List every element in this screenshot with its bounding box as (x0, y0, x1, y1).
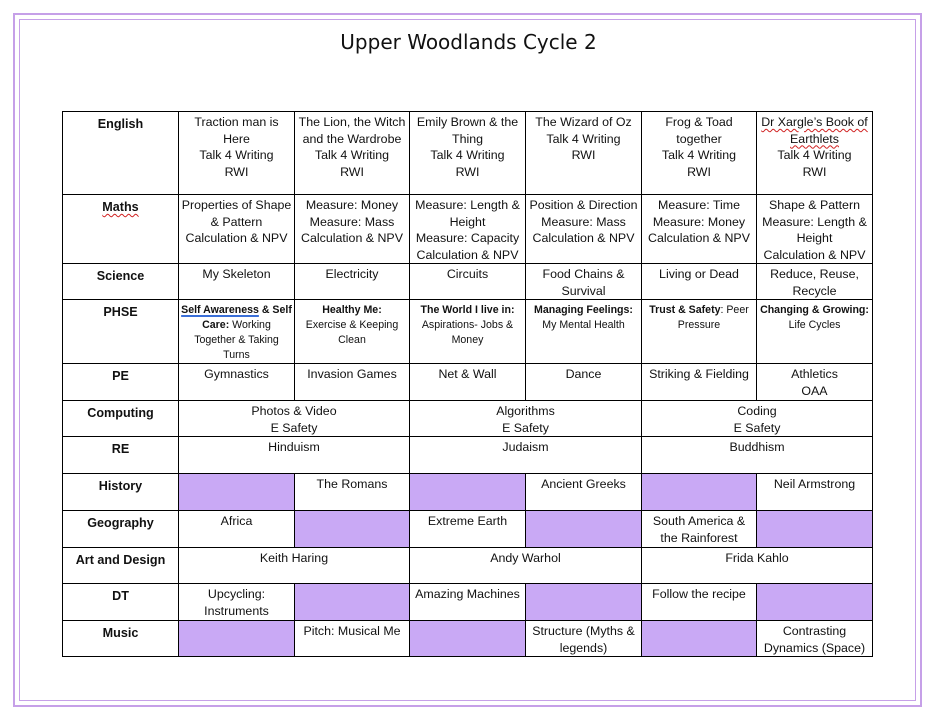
row-music (63, 621, 873, 657)
table-cell: Contrasting Dynamics (Space) (757, 621, 873, 657)
subject-label: Geography (63, 511, 179, 548)
table-cell: The World I live in: Aspirations- Jobs & Money (410, 300, 526, 364)
table-cell: Invasion Games (295, 364, 410, 401)
table-cell: Gymnastics (179, 364, 295, 401)
table-cell: Net & Wall (410, 364, 526, 401)
table-cell: Self Awareness & Self Care: Working Together & Taking Turns (179, 300, 295, 364)
table-cell: Emily Brown & the Thing Talk 4 Writing RWI (410, 112, 526, 195)
subject-label: English (63, 112, 179, 195)
subject-label: Music (63, 621, 179, 657)
table-cell: Keith Haring (179, 548, 410, 584)
table-cell: Healthy Me: Exercise & Keeping Clean (295, 300, 410, 364)
table-cell: The Wizard of Oz Talk 4 Writing RWI (526, 112, 642, 195)
subject-label: Computing (63, 401, 179, 437)
empty-cell (757, 511, 873, 548)
table-cell: Coding E Safety (642, 401, 873, 437)
table-cell: Circuits (410, 264, 526, 300)
table-cell: Extreme Earth (410, 511, 526, 548)
empty-cell (410, 621, 526, 657)
table-cell: Athletics OAA (757, 364, 873, 401)
empty-cell (642, 621, 757, 657)
empty-cell (526, 511, 642, 548)
table-cell: Algorithms E Safety (410, 401, 642, 437)
table-cell: Hinduism (179, 437, 410, 474)
empty-cell (179, 621, 295, 657)
subject-label: PE (63, 364, 179, 401)
table-cell: Photos & Video E Safety (179, 401, 410, 437)
table-cell: Trust & Safety: Peer Pressure (642, 300, 757, 364)
subject-label: Science (63, 264, 179, 300)
table-cell: The Lion, the Witch and the Wardrobe Talk 4 Writing RWI (295, 112, 410, 195)
row-science (63, 264, 873, 300)
empty-cell (179, 474, 295, 511)
table-cell: Properties of Shape & Pattern Calculation & NPV (179, 195, 295, 264)
row-pe (63, 364, 873, 401)
subject-label: Maths (63, 195, 179, 264)
page-title: Upper Woodlands Cycle 2 (340, 30, 597, 54)
table-cell: South America & the Rainforest (642, 511, 757, 548)
table-cell: Frida Kahlo (642, 548, 873, 584)
table-cell: Striking & Fielding (642, 364, 757, 401)
row-history (63, 474, 873, 511)
table-cell: Ancient Greeks (526, 474, 642, 511)
table-cell: Food Chains & Survival (526, 264, 642, 300)
subject-label: DT (63, 584, 179, 621)
table-cell: Judaism (410, 437, 642, 474)
table-cell: Buddhism (642, 437, 873, 474)
table-cell: Andy Warhol (410, 548, 642, 584)
table-cell: Managing Feelings: My Mental Health (526, 300, 642, 364)
subject-label: PHSE (63, 300, 179, 364)
subject-label: RE (63, 437, 179, 474)
table-cell: Pitch: Musical Me (295, 621, 410, 657)
table-cell: Amazing Machines (410, 584, 526, 621)
table-cell: Changing & Growing: Life Cycles (757, 300, 873, 364)
table-cell: Africa (179, 511, 295, 548)
empty-cell (295, 584, 410, 621)
row-art-and-design (63, 548, 873, 584)
table-cell: Shape & Pattern Measure: Length & Height Calculation & NPV (757, 195, 873, 264)
table-cell: The Romans (295, 474, 410, 511)
table-cell: Measure: Time Measure: Money Calculation & NPV (642, 195, 757, 264)
row-english (63, 112, 873, 195)
table-cell: Dance (526, 364, 642, 401)
table-cell: Upcycling: Instruments (179, 584, 295, 621)
table-cell: Living or Dead (642, 264, 757, 300)
table-cell: My Skeleton (179, 264, 295, 300)
empty-cell (295, 511, 410, 548)
table-cell: Neil Armstrong (757, 474, 873, 511)
table-cell: Electricity (295, 264, 410, 300)
table-cell: Traction man is Here Talk 4 Writing RWI (179, 112, 295, 195)
row-dt (63, 584, 873, 621)
empty-cell (757, 584, 873, 621)
table-cell: Position & Direction Measure: Mass Calculation & NPV (526, 195, 642, 264)
subject-label: History (63, 474, 179, 511)
table-cell: Structure (Myths & legends) (526, 621, 642, 657)
subject-label: Art and Design (63, 548, 179, 584)
table-cell: Reduce, Reuse, Recycle (757, 264, 873, 300)
table-cell: Follow the recipe (642, 584, 757, 621)
table-cell: Measure: Length & Height Measure: Capacity Calculation & NPV (410, 195, 526, 264)
empty-cell (642, 474, 757, 511)
row-phse (63, 300, 873, 364)
empty-cell (526, 584, 642, 621)
table-cell: Dr Xargle’s Book of Earthlets Talk 4 Writing RWI (757, 112, 873, 195)
row-computing (63, 401, 873, 437)
empty-cell (410, 474, 526, 511)
row-re (63, 437, 873, 474)
row-maths (63, 195, 873, 264)
table-cell: Frog & Toad together Talk 4 Writing RWI (642, 112, 757, 195)
row-geography (63, 511, 873, 548)
table-cell: Measure: Money Measure: Mass Calculation & NPV (295, 195, 410, 264)
curriculum-table (62, 111, 873, 657)
